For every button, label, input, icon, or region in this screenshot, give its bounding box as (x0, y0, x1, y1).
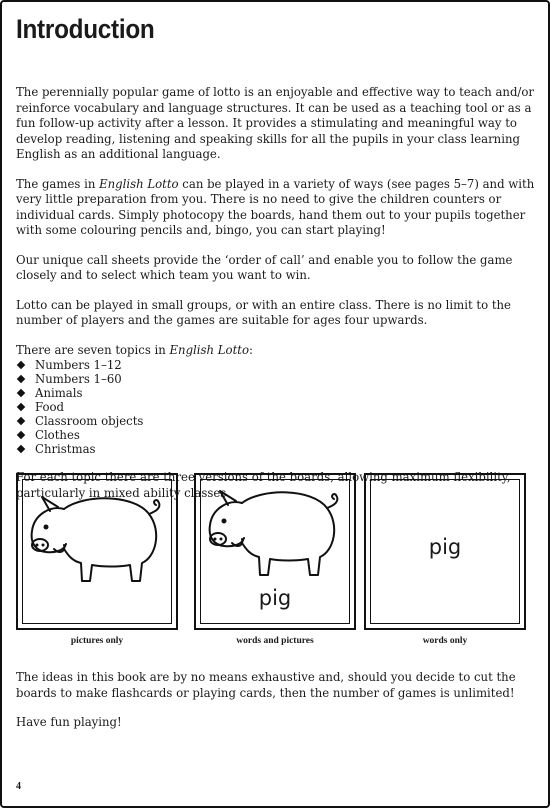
card-caption: words only (422, 636, 468, 646)
card-caption: words and pictures (236, 636, 314, 646)
paragraph-2-suffix: can be played in a variety of ways (see pages 5–7) and with very little (16, 176, 535, 206)
book-title: English Lotto (99, 176, 179, 191)
list-item (16, 372, 540, 386)
topics-intro-prefix: There are seven topics in (16, 342, 170, 357)
topic-label: Numbers 1–60 (35, 372, 122, 386)
topic-label: Clothes (35, 428, 80, 442)
intro-text (16, 85, 540, 515)
list-item (16, 386, 540, 400)
closing-text (16, 670, 540, 745)
card-word: pig (258, 586, 292, 610)
paragraph-2-prefix: The games in (16, 176, 100, 191)
page-number: 4 (16, 781, 21, 792)
words-only-card (364, 473, 526, 630)
topics-intro (16, 343, 540, 359)
book-title-2: English Lotto (169, 342, 249, 357)
paragraph-2-rest: preparation from you. There is no need to give the children counters or individual cards. Simply photocopy the boards, hand them out to your pupils together with some colouring pencils and, bingo, you can start playing! (16, 192, 526, 237)
diamond-bullet-icon (17, 389, 25, 397)
paragraph-2 (16, 177, 540, 239)
pictures-only-card (16, 473, 178, 630)
sign-off: Have fun playing! (16, 715, 122, 729)
list-item (16, 428, 540, 442)
paragraph-4: Lotto can be played in small groups, or with an entire class. There is no limit to the number of players and the games are suitable for ages four upwards. (16, 297, 511, 327)
diamond-bullet-icon (17, 431, 25, 439)
topic-label: Food (35, 400, 65, 414)
list-item (16, 414, 540, 428)
diamond-bullet-icon (17, 361, 25, 369)
page-title: Introduction (16, 14, 155, 44)
pig-icon (202, 483, 347, 583)
card-caption: pictures only (70, 636, 124, 646)
card-word: pig (428, 535, 462, 559)
diamond-bullet-icon (17, 445, 25, 453)
topic-label: Christmas (35, 442, 96, 456)
list-item (16, 400, 540, 414)
words-and-pictures-card (194, 473, 356, 630)
board-examples (16, 473, 534, 658)
list-item (16, 358, 540, 372)
list-item (16, 442, 540, 456)
versions-paragraph: For each topic there are three versions of the boards, allowing maximum flexibility, particularly in mixed ability classes. (16, 470, 511, 500)
pig-icon (24, 489, 169, 589)
diamond-bullet-icon (17, 403, 25, 411)
paragraph-3: Our unique call sheets provide the ‘order of call’ and enable you to follow the game closely and to select which team you want to win. (16, 252, 513, 282)
diamond-bullet-icon (17, 417, 25, 425)
paragraph-1: The perennially popular game of lotto is an enjoyable and effective way to teach and/or reinforce vocabulary and language structures. It can be used as a teaching tool or as a fun follow-up activity after a lesson. It provides a stimulating and meaningful way to develop reading, listening and speaking skills for all the pupils in your class learning English as an additional language. (16, 85, 534, 161)
topics-intro-suffix: : (249, 342, 253, 357)
topic-list (16, 358, 540, 456)
diamond-bullet-icon (17, 375, 25, 383)
closing-paragraph: The ideas in this book are by no means exhaustive and, should you decide to cut the boards to make flashcards or playing cards, then the number of games is unlimited! (16, 670, 516, 700)
topic-label: Animals (35, 386, 83, 400)
topic-label: Numbers 1–12 (35, 358, 122, 372)
topic-label: Classroom objects (35, 414, 144, 428)
